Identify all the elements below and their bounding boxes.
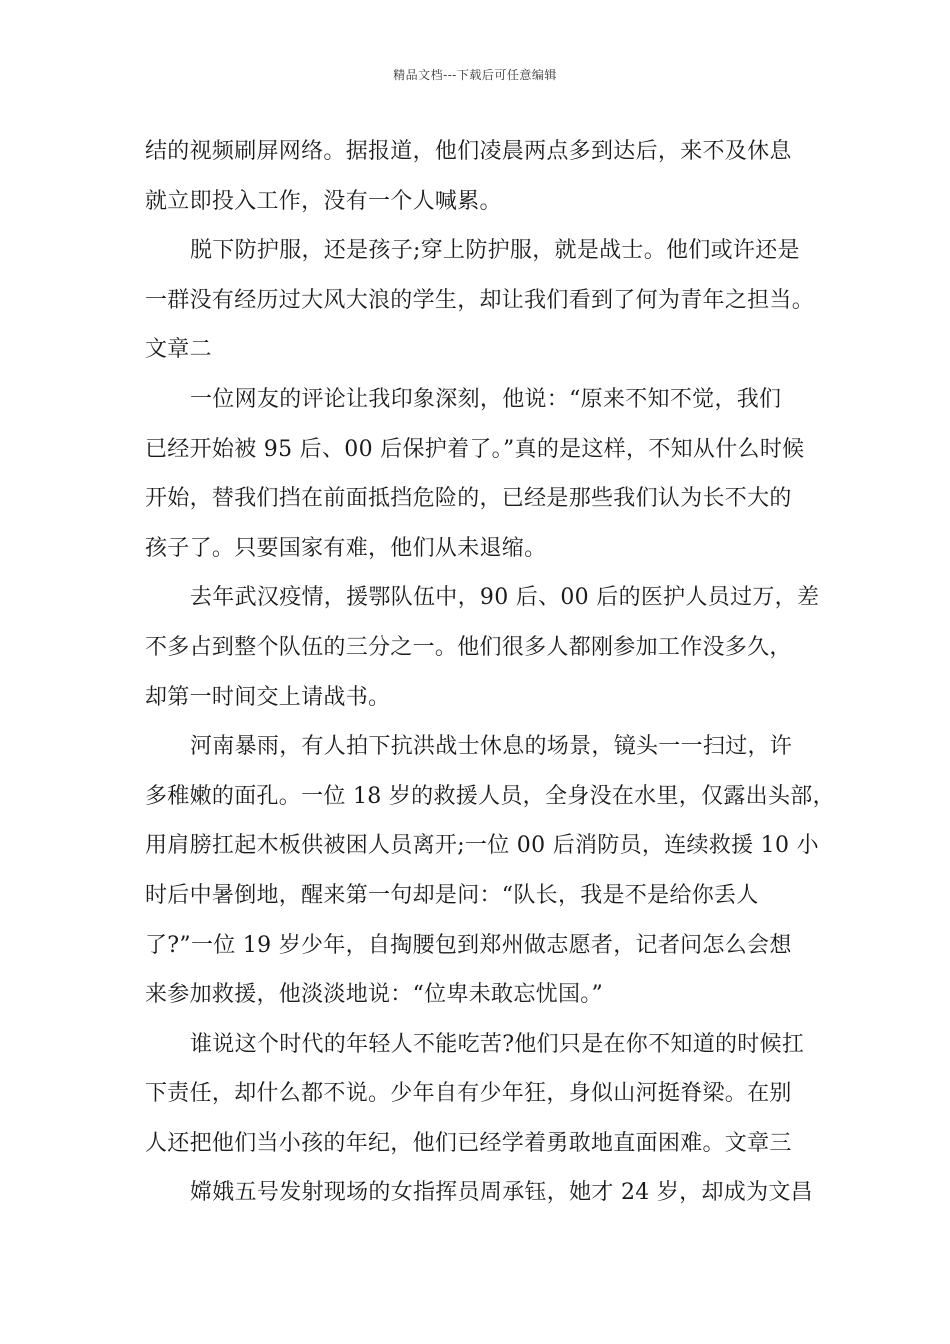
paragraph-start-line: 去年武汉疫情，援鄂队伍中，90 后、00 后的医护人员过万，差 [190,585,820,611]
text-line: 开始，替我们挡在前面抵挡危险的，已经是那些我们认为长不大的 [145,486,792,512]
paragraph-start-line: 一位网友的评论让我印象深刻，他说：“原来不知不觉，我们 [190,386,782,412]
paragraph-start-line: 河南暴雨，有人拍下抗洪战士休息的场景，镜头一一扫过，许 [190,734,793,760]
text-line: 却第一时间交上请战书。 [145,684,391,710]
text-line: 不多占到整个队伍的三分之一。他们很多人都刚参加工作没多久， [145,634,792,660]
text-line: 一群没有经历过大风大浪的学生，却让我们看到了何为青年之担当。 [145,287,815,313]
text-line: 结的视频刷屏网络。据报道，他们凌晨两点多到达后，来不及休息 [145,139,792,164]
text-line: 下责任，却什么都不说。少年自有少年狂，身似山河挺脊梁。在别 [145,1081,792,1107]
text-line: 孩子了。只要国家有难，他们从未退缩。 [145,535,547,561]
text-line: 就立即投入工作，没有一个人喊累。 [145,188,502,214]
paragraph-start-line: 谁说这个时代的年轻人不能吃苦?他们只是在你不知道的时候扛 [190,1031,805,1057]
paragraph-start-line: 嫦娥五号发射现场的女指挥员周承钰，她才 24 岁，却成为文昌 [190,1180,813,1206]
document-body [145,127,835,1218]
text-line: 用肩膀扛起木板供被困人员离开;一位 00 后消防员，连续救援 10 小 [145,833,819,859]
text-line: 了?”一位 19 岁少年，自掏腰包到郑州做志愿者，记者问怎么会想 [145,932,792,958]
text-line: 人还把他们当小孩的年纪，他们已经学着勇敢地直面困难。文章三 [145,1130,792,1156]
text-line: 时后中暑倒地，醒来第一句却是问：“队长，我是不是给你丢人 [145,882,759,908]
paragraph-start-line: 脱下防护服，还是孩子;穿上防护服，就是战士。他们或许还是 [190,238,800,264]
section-heading: 文章二 [145,337,212,363]
text-line: 来参加救援，他淡淡地说：“位卑未敢忘忧国。” [145,982,604,1008]
page-header: 精品文档---下载后可任意编辑 [393,68,557,82]
text-line: 已经开始被 95 后、00 后保护着了。”真的是这样，不知从什么时候 [145,436,805,462]
text-line: 多稚嫩的面孔。一位 18 岁的救援人员，全身没在水里，仅露出头部， [145,783,835,809]
